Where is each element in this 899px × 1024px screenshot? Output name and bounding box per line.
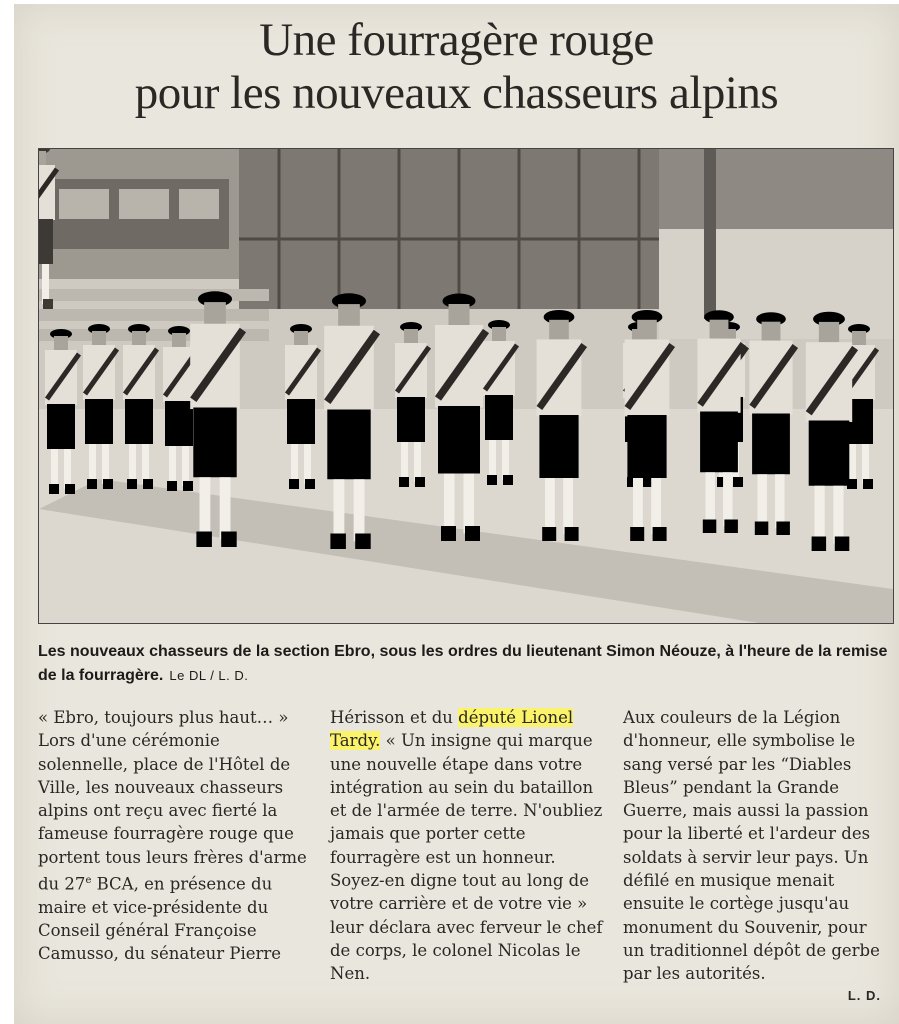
author-signature: L. D. bbox=[847, 988, 881, 1003]
column-1-body-a: Lors d'une cérémonie solennelle, place de l'Hôtel de Ville, les nouveaux chasseurs alpins ont reçu avec fierté la fameuse fourragère rouge que portent tous leurs frères d'arme du 27 bbox=[38, 731, 307, 894]
photo-credit: Le DL / L. D. bbox=[169, 668, 249, 683]
headline-line-2: pour les nouveaux chasseurs alpins bbox=[134, 67, 779, 119]
highlighted-text: député Lionel Tardy. bbox=[330, 708, 574, 751]
column-2-body-a: Hérisson et du bbox=[330, 708, 459, 727]
photo-caption bbox=[38, 640, 893, 688]
column-2-body-b: « Un insigne qui marque une nouvelle étape dans votre intégration au sein du bataillon et de l'armée de terre. N'oubliez jamais que porter cette fourragère est un honneur. Soyez-en digne tout au long de votre carrière et de votre vie » leur déclara avec ferveur le chef de corps, le colonel Nicolas le Nen. bbox=[330, 731, 603, 984]
column-2-body bbox=[330, 706, 610, 986]
caption-text: Les nouveaux chasseurs de la section Ebro, sous les ordres du lieutenant Simon Néouze, à l'heure de la remise de la fourragère. bbox=[38, 643, 888, 684]
article-headline bbox=[14, 14, 899, 120]
column-1-body bbox=[38, 729, 310, 965]
soldiers-photo-illustration bbox=[39, 149, 893, 623]
column-1-intro: « Ebro, toujours plus haut… » bbox=[38, 708, 289, 727]
column-1-body-b: BCA, en présence du maire et vice-présidente du Conseil général Françoise Camusso, du sénateur Pierre bbox=[38, 874, 282, 964]
article-column-3 bbox=[623, 706, 893, 986]
article-photo bbox=[38, 148, 894, 624]
headline-line-1: Une fourragère rouge bbox=[259, 14, 654, 66]
column-3-body: Aux couleurs de la Légion d'honneur, elle symbolise le sang versé par les “Diables Bleus” pendant la Grande Guerre, mais aussi la passion pour la liberté et l'ardeur des soldats à servir leur pays. Un défilé en musique menait ensuite le cortège jusqu'au monument du Souvenir, pour un traditionnel dépôt de gerbe par les autorités. bbox=[623, 708, 880, 984]
column-1-superscript: e bbox=[85, 875, 92, 887]
article-column-1 bbox=[38, 706, 310, 966]
article-column-2 bbox=[330, 706, 610, 986]
